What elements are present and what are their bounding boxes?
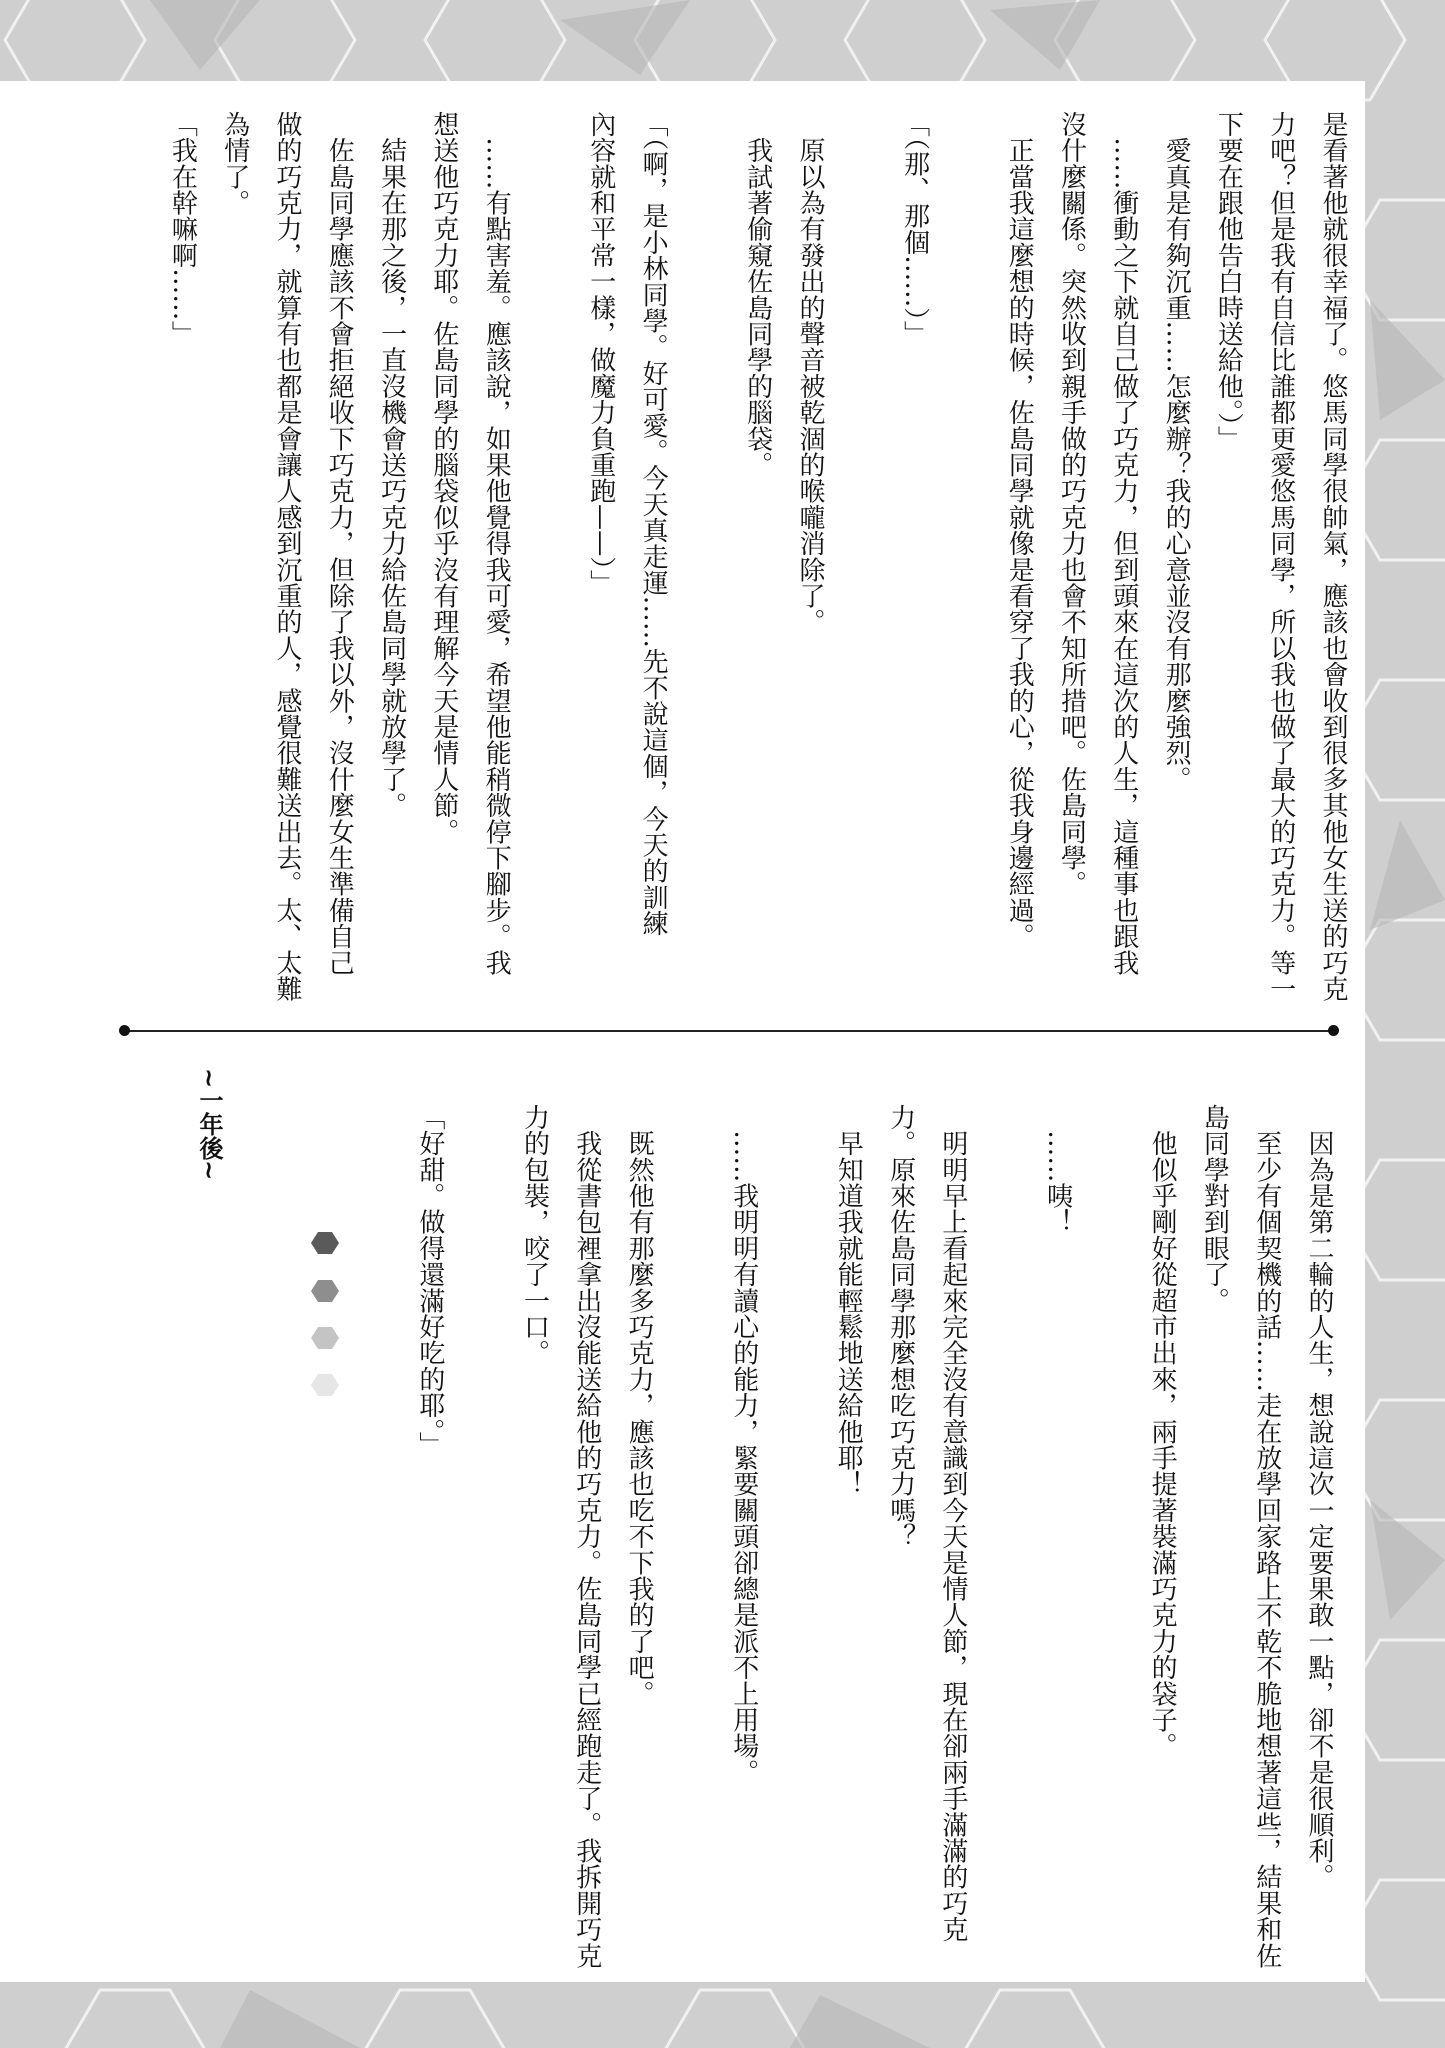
top-text-column: 力吧？但是我有自信比誰都更愛悠馬同學，所以我也做了最大的巧克力。等一 (1265, 111, 1296, 1002)
bottom-text-column: 力。原來佐島同學那麼想吃巧克力嗎？ (885, 1104, 916, 1550)
top-text-column: 沒什麼關係。突然收到親手做的巧克力也會不知所措吧。佐島同學。 (1056, 111, 1087, 897)
bottom-text-column: 力的包裝，咬了一口。 (519, 1104, 550, 1366)
section-divider-line (124, 1030, 1334, 1032)
divider-end-dot-right (1328, 1025, 1339, 1036)
bottom-text-column: 明明早上看起來完全沒有意識到今天是情人節，現在卻兩手滿滿的巧克 (937, 1104, 968, 1943)
top-text-column: 結果在那之後，一直沒機會送巧克力給佐島同學就放學了。 (376, 111, 407, 819)
top-text-column: 愛真是有夠沉重……怎麼辦？我的心意並沒有那麼強烈。 (1161, 111, 1192, 793)
bottom-text-column: 島同學對到眼了。 (1199, 1104, 1230, 1314)
top-text-column: 做的巧克力，就算有也都是會讓人感到沉重的人，感覺很難送出去。太、太難 (272, 111, 302, 1002)
bottom-text-column: 我從書包裡拿出沒能送給他的巧克力。佐島同學已經跑走了。我拆開巧克 (571, 1104, 602, 1969)
top-text-column: 正當我這麼想的時候，佐島同學就像是看穿了我的心，從我身邊經過。 (1004, 111, 1035, 950)
bottom-text-column: 「好甜。做得還滿好吃的耶。」 (414, 1104, 445, 1458)
bottom-text-column: 因為是第二輪的人生，想說這次一定要果敢一點，卻不是很順利。 (1304, 1104, 1334, 1890)
bottom-text-column: 既然他有那麼多巧克力，應該也吃不下我的了吧。 (624, 1104, 655, 1707)
top-text-column: 佐島同學應該不會拒絕收下巧克力，但除了我以外，沒什麼女生準備自己 (324, 111, 355, 976)
top-text-column: 「我在幹嘛啊……」 (167, 111, 198, 347)
top-text-column: 「（啊，是小林同學。好可愛。今天真走運……先不說這個，今天的訓練 (638, 111, 669, 937)
top-text-column: 想送他巧克力耶。佐島同學的腦袋似乎沒有理解今天是情人節。 (428, 111, 459, 845)
bottom-text-column: ……咦！ (1042, 1104, 1073, 1235)
bottom-text-column: 早知道我就能輕鬆地送給他耶！ (833, 1104, 864, 1497)
divider-end-dot-left (119, 1025, 130, 1036)
top-text-column: 為情了。 (219, 111, 250, 216)
bottom-text-column: 他似乎剛好從超市出來，兩手提著裝滿巧克力的袋子。 (1147, 1104, 1178, 1759)
bottom-text-column: 至少有個契機的話……走在放學回家路上不乾不脆地想著這些，結果和佐 (1251, 1104, 1282, 1969)
section-heading-one-year-later: ~一年後~ (195, 1068, 223, 1181)
top-text-column: 是看著他就很幸福了。悠馬同學很帥氣，應該也會收到很多其他女生送的巧克 (1318, 111, 1348, 1002)
top-text-column: 原以為有發出的聲音被乾涸的喉嚨消除了。 (795, 111, 825, 635)
top-text-column: 「（那、那個……）」 (899, 111, 930, 347)
top-text-column: ……衝動之下就自己做了巧克力，但到頭來在這次的人生，這種事也跟我 (1108, 111, 1139, 976)
top-text-column: ……有點害羞。應該說，如果他覺得我可愛，希望他能稍微停下腳步。我 (481, 111, 512, 976)
top-text-column: 下要在跟他告白時送給他。）」 (1213, 111, 1244, 452)
bottom-text-column: ……我明明有讀心的能力，緊要關頭卻總是派不上用場。 (728, 1104, 759, 1786)
top-text-column: 我試著偷窺佐島同學的腦袋。 (742, 111, 773, 478)
top-text-column: 內容就和平常一樣，做魔力負重跑——）」 (585, 111, 616, 596)
